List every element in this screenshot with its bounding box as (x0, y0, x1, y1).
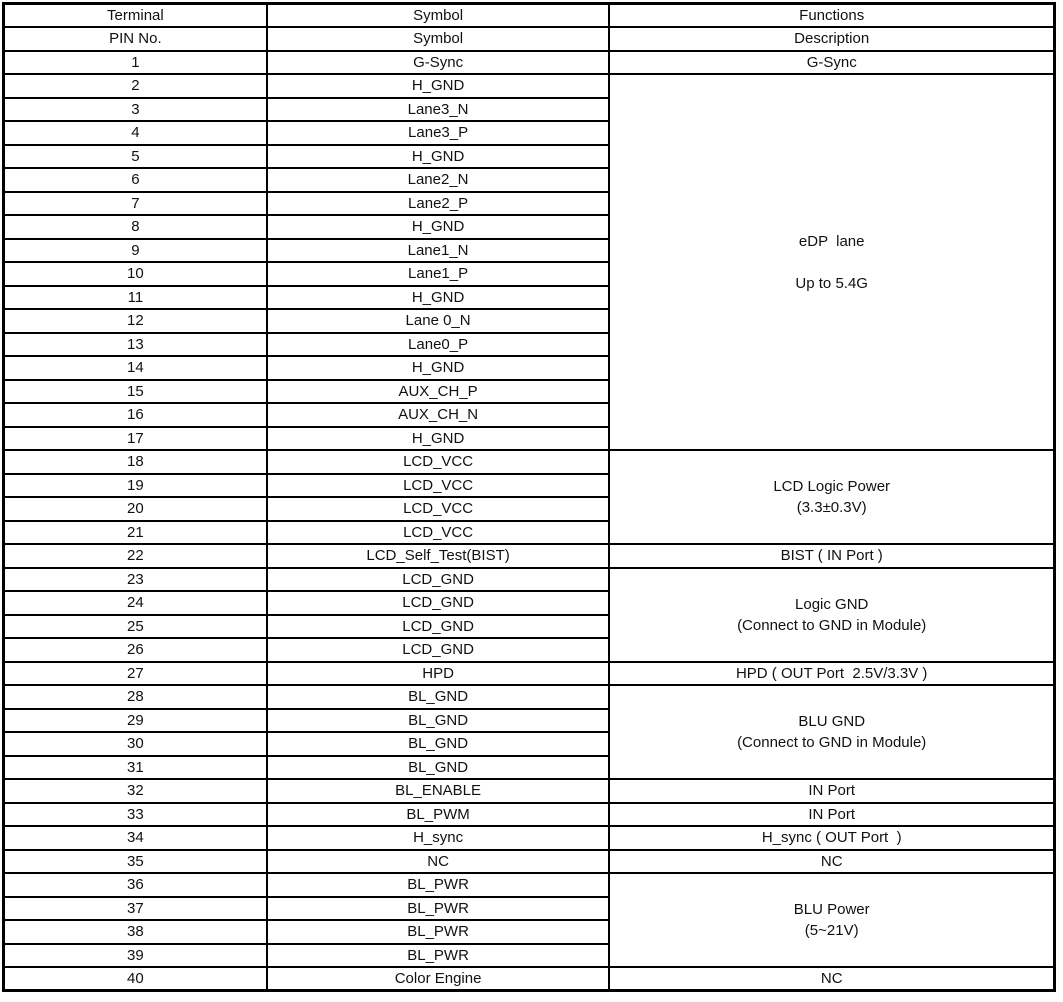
table-row (4, 826, 1055, 850)
function-cell (609, 803, 1054, 827)
table-row (4, 685, 1055, 709)
symbol-cell: Lane1_N (267, 239, 610, 263)
pin-number-cell: 34 (4, 826, 267, 850)
pin-number-cell: 12 (4, 309, 267, 333)
pin-number-cell: 19 (4, 474, 267, 498)
symbol-cell: H_GND (267, 356, 610, 380)
table-row (4, 51, 1055, 75)
table-row (4, 568, 1055, 592)
pin-number-cell: 28 (4, 685, 267, 709)
symbol-cell: BL_PWR (267, 944, 610, 968)
function-line (614, 252, 1049, 273)
function-cell (609, 826, 1054, 850)
table-row (4, 450, 1055, 474)
symbol-cell: Lane3_N (267, 98, 610, 122)
pin-number-cell: 20 (4, 497, 267, 521)
table-body (4, 51, 1055, 991)
symbol-cell: BL_GND (267, 756, 610, 780)
symbol-cell: LCD_VCC (267, 521, 610, 545)
pin-number-cell: 9 (4, 239, 267, 263)
pin-number-cell: 21 (4, 521, 267, 545)
symbol-cell: H_GND (267, 286, 610, 310)
function-cell (609, 779, 1054, 803)
header-terminal: Terminal (4, 4, 267, 28)
pin-number-cell: 8 (4, 215, 267, 239)
pin-number-cell: 17 (4, 427, 267, 451)
function-cell (609, 685, 1054, 779)
subheader-pin-no: PIN No. (4, 27, 267, 51)
table-row (4, 74, 1055, 98)
function-line: BIST ( IN Port ) (780, 547, 883, 565)
symbol-cell: Color Engine (267, 967, 610, 991)
symbol-cell: LCD_GND (267, 568, 610, 592)
function-line: LCD Logic Power (773, 478, 891, 495)
symbol-cell: H_sync (267, 826, 610, 850)
symbol-cell: AUX_CH_N (267, 403, 610, 427)
symbol-cell: BL_GND (267, 732, 610, 756)
symbol-cell: LCD_GND (267, 591, 610, 615)
pin-number-cell: 38 (4, 920, 267, 944)
pin-number-cell: 16 (4, 403, 267, 427)
pin-number-cell: 14 (4, 356, 267, 380)
symbol-cell: NC (267, 850, 610, 874)
symbol-cell: LCD_VCC (267, 450, 610, 474)
symbol-cell: BL_GND (267, 685, 610, 709)
pin-number-cell: 3 (4, 98, 267, 122)
function-line: BLU GND (798, 713, 866, 730)
table-row (4, 850, 1055, 874)
pin-number-cell: 25 (4, 615, 267, 639)
header-functions: Functions (609, 4, 1054, 28)
pin-number-cell: 27 (4, 662, 267, 686)
table-row (4, 873, 1055, 897)
function-cell (609, 967, 1054, 991)
pin-number-cell: 1 (4, 51, 267, 75)
pin-assignment-table (2, 2, 1056, 992)
pin-number-cell: 6 (4, 168, 267, 192)
pin-number-cell: 37 (4, 897, 267, 921)
pin-number-cell: 26 (4, 638, 267, 662)
function-line: HPD ( OUT Port 2.5V/3.3V ) (735, 664, 928, 682)
function-line: eDP lane (798, 232, 865, 250)
function-cell (609, 450, 1054, 544)
pin-number-cell: 15 (4, 380, 267, 404)
pin-number-cell: 32 (4, 779, 267, 803)
function-line: (Connect to GND in Module) (737, 616, 927, 634)
symbol-cell: HPD (267, 662, 610, 686)
symbol-cell: Lane0_P (267, 333, 610, 357)
function-line: Up to 5.4G (795, 274, 868, 292)
pin-number-cell: 36 (4, 873, 267, 897)
symbol-cell: Lane1_P (267, 262, 610, 286)
symbol-cell: H_GND (267, 145, 610, 169)
function-cell (609, 51, 1054, 75)
pin-number-cell: 33 (4, 803, 267, 827)
pin-number-cell: 7 (4, 192, 267, 216)
function-cell (609, 850, 1054, 874)
symbol-cell: BL_PWR (267, 873, 610, 897)
pin-number-cell: 31 (4, 756, 267, 780)
symbol-cell: BL_GND (267, 709, 610, 733)
symbol-cell: LCD_Self_Test(BIST) (267, 544, 610, 568)
symbol-cell: BL_PWM (267, 803, 610, 827)
pin-number-cell: 24 (4, 591, 267, 615)
pin-number-cell: 35 (4, 850, 267, 874)
pin-number-cell: 5 (4, 145, 267, 169)
symbol-cell: LCD_GND (267, 638, 610, 662)
symbol-cell: Lane3_P (267, 121, 610, 145)
symbol-cell: AUX_CH_P (267, 380, 610, 404)
pin-number-cell: 22 (4, 544, 267, 568)
pin-number-cell: 10 (4, 262, 267, 286)
symbol-cell: BL_ENABLE (267, 779, 610, 803)
pin-number-cell: 39 (4, 944, 267, 968)
function-line: (3.3±0.3V) (796, 499, 867, 516)
subheader-description: Description (609, 27, 1054, 51)
pin-number-cell: 11 (4, 286, 267, 310)
table-row (4, 779, 1055, 803)
function-line: (5~21V) (804, 922, 859, 939)
function-cell (609, 873, 1054, 967)
pin-number-cell: 30 (4, 732, 267, 756)
function-line: H_sync ( OUT Port ) (761, 829, 902, 847)
symbol-cell: LCD_VCC (267, 497, 610, 521)
function-cell (609, 568, 1054, 662)
header-symbol: Symbol (267, 4, 610, 28)
pin-number-cell: 40 (4, 967, 267, 991)
function-line: G-Sync (806, 53, 857, 71)
function-line: IN Port (808, 805, 856, 823)
symbol-cell: Lane2_N (267, 168, 610, 192)
header-row (4, 4, 1055, 28)
symbol-cell: H_GND (267, 74, 610, 98)
table-row (4, 544, 1055, 568)
function-line: (Connect to GND in Module) (737, 734, 927, 751)
subheader-row (4, 27, 1055, 51)
pin-number-cell: 18 (4, 450, 267, 474)
table-row (4, 967, 1055, 991)
function-cell (609, 662, 1054, 686)
function-line: NC (820, 852, 843, 870)
symbol-cell: G-Sync (267, 51, 610, 75)
function-line: Logic GND (795, 595, 869, 613)
subheader-symbol: Symbol (267, 27, 610, 51)
pin-number-cell: 4 (4, 121, 267, 145)
symbol-cell: BL_PWR (267, 920, 610, 944)
symbol-cell: H_GND (267, 427, 610, 451)
symbol-cell: BL_PWR (267, 897, 610, 921)
symbol-cell: Lane2_P (267, 192, 610, 216)
symbol-cell: H_GND (267, 215, 610, 239)
table-row (4, 662, 1055, 686)
function-line: BLU Power (793, 901, 870, 918)
function-cell (609, 74, 1054, 450)
pin-number-cell: 13 (4, 333, 267, 357)
function-line: IN Port (808, 782, 856, 800)
function-line: NC (820, 970, 843, 987)
symbol-cell: LCD_GND (267, 615, 610, 639)
pin-number-cell: 23 (4, 568, 267, 592)
symbol-cell: Lane 0_N (267, 309, 610, 333)
table-row (4, 803, 1055, 827)
pin-number-cell: 29 (4, 709, 267, 733)
pin-number-cell: 2 (4, 74, 267, 98)
symbol-cell: LCD_VCC (267, 474, 610, 498)
function-cell (609, 544, 1054, 568)
